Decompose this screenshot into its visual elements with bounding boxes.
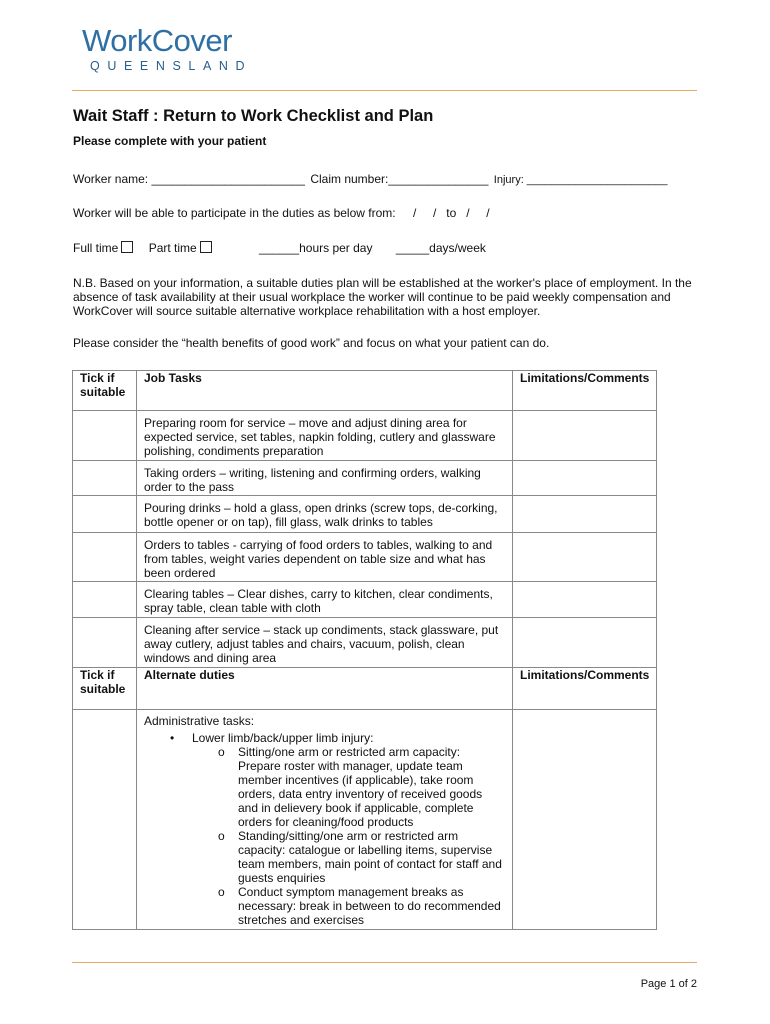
comment-cell[interactable] (513, 710, 657, 930)
hours-per-day-field[interactable]: ______hours per day (259, 241, 373, 255)
tick-header: Tick if suitable (73, 668, 137, 710)
limitations-header: Limitations/Comments (513, 668, 657, 710)
logo-wordmark (82, 24, 252, 58)
part-time-checkbox[interactable] (200, 241, 212, 253)
table-row (73, 411, 657, 461)
comment-cell[interactable] (513, 618, 657, 668)
task-cell: Preparing room for service – move and adjust dining area for expected service, set tables, napkin folding, cutlery and glassware polishing, condiments preparation (137, 411, 513, 461)
date-range-field[interactable]: / / to / / (412, 206, 490, 220)
workcover-logo (82, 24, 252, 73)
days-per-week-field[interactable]: _____days/week (395, 241, 486, 255)
tick-cell[interactable] (73, 582, 137, 618)
header-divider (72, 90, 697, 91)
alternate-subitem-list (192, 745, 505, 927)
tick-cell[interactable] (73, 496, 137, 533)
tick-cell[interactable] (73, 461, 137, 496)
alternate-duties-header: Alternate duties (137, 668, 513, 710)
list-item: o Conduct symptom management breaks as necessary: break in between to do recommended stretches and exercises (238, 885, 505, 927)
list-item (192, 731, 505, 927)
table-row (73, 496, 657, 533)
table-row (73, 461, 657, 496)
table-row (73, 618, 657, 668)
page-number: Page 1 of 2 (640, 978, 697, 990)
page-subtitle: Please complete with your patient (73, 134, 267, 148)
list-item: o Sitting/one arm or restricted arm capacity: Prepare roster with manager, update team member incentives (if applicable), take room orders, data entry inventory of received goods and in delievery book if applicable, complete orders for cleaning/food products (238, 745, 505, 829)
task-cell: Pouring drinks – hold a glass, open drinks (screw tops, de-corking, bottle opener or on tap), fill glass, walk drinks to tables (137, 496, 513, 533)
logo-subtitle: QUEENSLAND (90, 59, 253, 73)
injury-field[interactable]: Injury: _______________________ (493, 174, 668, 186)
page-title: Wait Staff : Return to Work Checklist and Plan (73, 107, 434, 125)
task-cell: Taking orders – writing, listening and confirming orders, walking order to the pass (137, 461, 513, 496)
limitations-header: Limitations/Comments (513, 371, 657, 411)
comment-cell[interactable] (513, 582, 657, 618)
worker-name-field[interactable]: Worker name: _______________________ (73, 172, 305, 186)
logo-word-work: Work (82, 23, 152, 58)
footer-divider (72, 962, 697, 963)
worker-name-line (73, 172, 668, 186)
tick-cell[interactable] (73, 411, 137, 461)
job-tasks-header-row (73, 371, 657, 411)
injury-bullet-list (144, 731, 505, 927)
table-row (73, 582, 657, 618)
logo-word-cover: Cover (151, 23, 232, 58)
job-tasks-header: Job Tasks (137, 371, 513, 411)
task-cell: Orders to tables - carrying of food orders to tables, walking to and from tables, weight varies dependent on table size and what has been ordered (137, 533, 513, 582)
tick-header: Tick if suitable (73, 371, 137, 411)
task-cell: Clearing tables – Clear dishes, carry to kitchen, clear condiments, spray table, clean table with cloth (137, 582, 513, 618)
comment-cell[interactable] (513, 496, 657, 533)
job-tasks-table (72, 370, 657, 930)
table-row (73, 710, 657, 930)
comment-cell[interactable] (513, 411, 657, 461)
comment-cell[interactable] (513, 461, 657, 496)
admin-tasks-heading: Administrative tasks: (144, 714, 255, 728)
consider-paragraph: Please consider the “health benefits of good work” and focus on what your patient can do. (73, 336, 550, 350)
tick-cell[interactable] (73, 710, 137, 930)
table-row (73, 533, 657, 582)
claim-number-field[interactable]: Claim number:_______________ (310, 172, 489, 186)
participate-label: Worker will be able to participate in the duties as below from: (73, 206, 396, 220)
full-time-label: Full time (73, 241, 119, 255)
nb-paragraph: N.B. Based on your information, a suitable duties plan will be established at the worker's place of employment. In the absence of task availability at their usual workplace the worker will continue to be paid weekly compensation and WorkCover will source suitable alternative workplace rehabilitation with a host employer. (73, 276, 692, 318)
part-time-label: Part time (148, 241, 197, 255)
alternate-duties-header-row (73, 668, 657, 710)
hours-line (73, 241, 486, 255)
tick-cell[interactable] (73, 618, 137, 668)
comment-cell[interactable] (513, 533, 657, 582)
list-item: o Standing/sitting/one arm or restricted arm capacity: catalogue or labelling items, supervise team members, main point of contact for staff and guests enquiries (238, 829, 505, 885)
participate-line (73, 206, 490, 220)
injury-bullet-label: Lower limb/back/upper limb injury: (192, 731, 374, 745)
full-time-checkbox[interactable] (121, 241, 133, 253)
alternate-duties-cell (137, 710, 513, 930)
task-cell: Cleaning after service – stack up condiments, stack glassware, put away cutlery, adjust tables and chairs, vacuum, polish, clean windows and dining area (137, 618, 513, 668)
tick-cell[interactable] (73, 533, 137, 582)
